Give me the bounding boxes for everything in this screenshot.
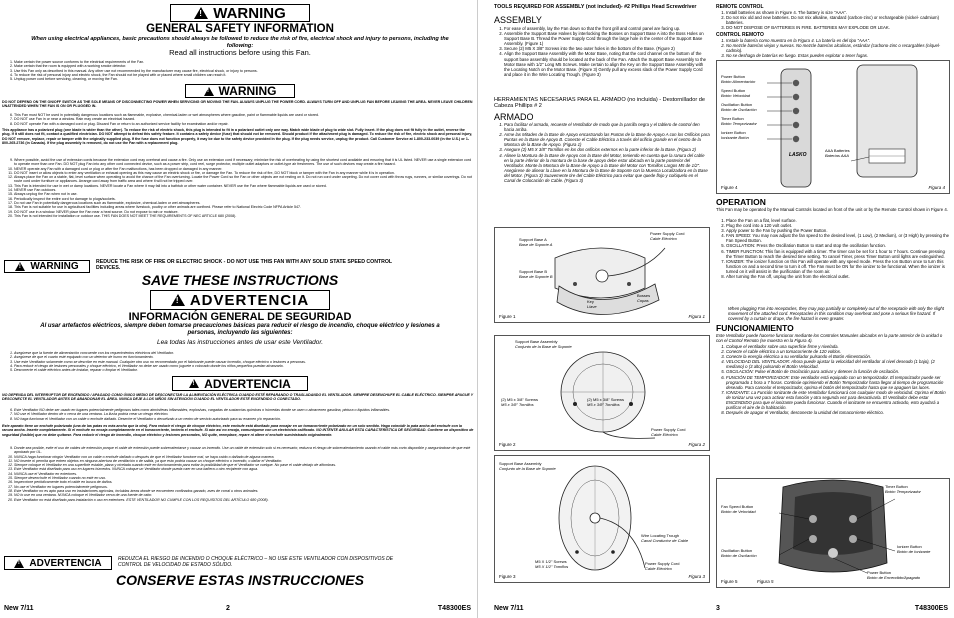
figure-2 — [494, 335, 710, 451]
list-item: 17. Do not use Fan in potentially dangerous locations such as flammable, explosive, chemical-laden or wet atmospheres. — [14, 201, 472, 205]
list-item: 4. Alinee la Montura de la Base de Apoyo con la Base del Motor, teniendo en cuenta que la ranura del cable en la parte inferior de la montura de la base de apoyo debe estar ubicada en la parte posterior del Ventilador. Monte la Montura de la Base de Apoyo a la Base del Motor con Tornillos Largos M5 de 1/2". Asegúrese de alinear la Llave en la Montura de la Base de Soporte con la Muesca Localizadora en la Base del Motor. (Figura 3) Suavemente tire del Cable Eléctrico para evitar que quede flojo y colóquelo en el Canal de Colocación de Cable. (Figura 3) — [504, 153, 710, 184]
label-ionizer-button: Ionizer Button Ionizante Botón — [721, 130, 749, 140]
control-remoto-list — [716, 38, 950, 58]
figure-3 — [494, 455, 710, 583]
list-item: 1. For ease of assembly, lay the Fan down so that the front grill and control panel are facing up. — [504, 26, 710, 31]
list-item: 1. Asegúrese que la fuente de alimentación concuerde con los requerimientos eléctricos del Ventilador. — [14, 351, 472, 355]
armado-title: ARMADO — [494, 112, 534, 122]
assembly-list — [494, 26, 710, 77]
list-item: 10. NUNCA haga funcionar ningún Ventilador con un cable o enchufe dañado o después de que el Ventilador funcione mal, se haya caído o dañado de alguna manera. — [14, 455, 472, 459]
label-power-cord: Power Supply Cord Cable Eléctrico — [651, 427, 686, 437]
list-item: 8. After turning the Fan off, unplug the unit from the electrical outlet. — [726, 274, 950, 279]
more-safety-list — [4, 158, 472, 218]
list-item: 4. VELOCIDAD DEL VENTILADOR: Ahora puede ajustar la velocidad del ventilador al nivel deseado (1 bajo), (2 mediano) o (3 alto) pulsando el Botón Velocidad. — [726, 359, 950, 369]
list-item: 1. Place the Fan on a flat, level surface. — [726, 218, 950, 223]
label-ionizer-button: Ionizer Button Botón de Ionizante — [897, 544, 931, 554]
es-solid-state-warning-badge: ! ADVERTENCIA — [4, 556, 112, 570]
list-item: 20. Este Ventilador no está diseñado para instalación o uso en exteriores. ESTE VENTILADOR NO CUMPLE CON LOS REQUISITOS DEL ARTÍCULO 680 (2008). — [14, 498, 472, 502]
list-item: 3. No se deshaga de baterías en fuego. Estas pueden explotar o tener fugas. — [726, 53, 950, 58]
label-oscillation-button: Oscillation Button Botón de Oscilación — [721, 102, 757, 112]
warning2-bold: DO NOT DEPEND ON THE ON/OFF SWITCH AS THE SOLE MEANS OF DISCONNECTING POWER WHEN SERVICING OR MOVING THE FAN. ALWAYS UNPLUG THE POWER CORD. ALWAYS TURN OFF AND UNPLUG FAN BEFORE LEAVING THE AREA. NEVER LEAVE CHILDREN UNATTENDED WHEN THE FAN IS ON OR PLUGGED IN. — [2, 100, 473, 109]
remote-brand-logo: LASKO — [789, 152, 807, 158]
figure-1-label: Figure 1 — [499, 314, 516, 320]
list-item: 12. Siempre coloque el Ventilador en una superficie estable, plana y nivelada cuando esté en funcionamiento para evitar la posibilidad de que el Ventilador se vuelque. No pase el cable debajo de alfombras. — [14, 463, 472, 467]
list-item: 3. Use este Ventilador solamente como se describe en este manual. Cualquier otro uso no recomendado por el fabricante puede causar incendio, choque eléctrico o lesiones a personas. — [14, 360, 472, 364]
footer-page-number: 3 — [716, 605, 720, 612]
list-item: 1. Install batteries as shown in Figure 4. The battery is size "AAA". — [726, 10, 950, 15]
label-timer-button: Timer Button Botón Temporizador — [721, 116, 757, 126]
list-item: 19. DO NOT use in a window. NEVER place the Fan near a heat source. Do not expose to rain or moisture. — [14, 210, 472, 214]
list-item: 13. Este Ventilador está diseñado para uso en lugares húmedos. NUNCA coloque un Ventilador donde pueda caer en una bañera u otro recipiente con agua. — [14, 467, 472, 471]
list-item: 7. DO NOT use Fan in or near a window. Rain may create an electrical hazard. — [14, 117, 472, 121]
polarized-paragraph: This appliance has a polarized plug (one blade is wider than the other). To reduce the risk of electric shock, this plug is intended to fit in a polarized outlet only one way. Match wide blade of plug to wide slot. Fully insert. If the plug does not fit fully in the outlet, reverse the plug. If it still does not fit, contact a qualified electrician. DO NOT attempt to defeat this safety feature. It contains a safety device (fuse) that should not be removed. Should product if the attachment plug is damaged. To reduce the risk of fire, electric shock and personal injury, DO NOT remove, replace, repair or tamper with the originally supplied plug. If the fuse does not function properly, it may be due to the safety device provided in the plug. If the plug needs service, unplug the product. Call Customer Service at 1-800-233-0039 (in the U.S.) or 1-800-265-2736 (in Canada). If the plug assembly is removed, do not use the Fan with a replacement plug. — [2, 128, 473, 145]
list-item: 7. IONIZANTE: La Función Ionizante de este Ventilador funcionará con cualquier modo de velocidad. Oprima el Botón de Ionizar una vez para activar esta función y otra segunda vez para desactivarla. El Ventilador debe estar ENCENDIDO para que el ionizante pueda funcionar. Cuando el ionizante se encuentra activado, esto ayudará a purificar el aire de la habitación. — [726, 390, 950, 410]
list-item: 2. Arme las Mitades de la Base de Apoyo encastrando las Puntas de la Base de Apoyo A con los Orificios para Puntas en la Base de Apoyo B. Conecte el Cable Eléctrico a través del orificio grande en el centro de la Montura de la Base de Apoyo. (Figura 1) — [504, 132, 710, 147]
igs-title: INFORMACIÓN GENERAL DE SEGURIDAD — [128, 311, 352, 323]
advertencia2-list — [4, 408, 472, 421]
list-item: 18. This Fan is not suitable for use in agricultural facilities including areas where livestock, poultry or other animals are confined. Please refer to National Electric Code NFPA Article 547. — [14, 205, 472, 209]
list-item: 2. Plug the cord into a 120 volt outlet. — [726, 223, 950, 228]
list-item: 5. OSCILACIÓN: Pulse el Botón de Oscilación para activar y detener la función de oscilación. — [726, 369, 950, 374]
manual-page-3 — [477, 0, 954, 618]
list-item: 7. IONIZER: The ionizer function on this Fan will operate with any speed mode. Press the Ion Button once to turn this function on and a second time to turn it off. The Fan must be ON for the ionizer to be functional. When the ionizer is turned on it will assist in the purification of the room air. — [726, 259, 950, 274]
warning-triangle-icon — [171, 294, 185, 306]
label-power-cord: Power Supply Cord Cable Eléctrico — [650, 231, 685, 241]
label-key: Key Llave — [587, 299, 597, 309]
list-item: 2. Asegúrese de que el cuarto esté equipado con un detector de humo en funcionamiento. — [14, 355, 472, 359]
list-item: 13. This Fan is intended for use in wet or damp locations. NEVER locate a Fan where it may fall into a bathtub or other water container. NEVER use the Fan where flammable liquids are used or stored. — [14, 184, 472, 188]
figure-4 — [716, 60, 950, 194]
warning-triangle-icon — [15, 262, 25, 271]
label-bosses: Bosses Copas — [637, 293, 651, 303]
label-support-base-b: Support Base B Base de Soporte B — [519, 269, 553, 279]
es-more-safety-list — [4, 446, 472, 502]
warning-banner — [170, 4, 310, 22]
operation-note: When plugging Fan into receptacles, they may pop partially or completely out of the receptacle with only the slight movement of the attached cord. Receptacles in this condition may overheat and pose a serious fire hazard. If covered by a curtain or drape, the fire hazard is even greater. — [728, 306, 944, 322]
igs-list — [4, 351, 472, 372]
list-item: 7. NO use el Ventilador dentro de o cerca de una ventana. La lluvia podría crear un riesgo eléctrico. — [14, 412, 472, 416]
warning-triangle-icon — [189, 379, 199, 388]
funcionamiento-title: FUNCIONAMIENTO — [716, 323, 794, 333]
figure-4-es-label: Figura 4 — [928, 185, 945, 191]
list-item: 6. Este Ventilador NO debe ser usado en lugares potencialmente peligrosos tales como atmósferas inflamables, explosivas, cargadas de sustancias químicas o húmedas donde se usen o almacenen gasolina, pintura o líquidos inflamables. — [14, 408, 472, 412]
solid-state-text: REDUCE THE RISK OF FIRE OR ELECTRIC SHOCK - DO NOT USE THIS FAN WITH ANY SOLID STATE SPEED CONTROL DEVICES. — [96, 259, 392, 272]
figure-3-label: Figure 3 — [499, 574, 516, 580]
list-item: 1. Instale la batería como muestra en la Figura 4. La batería es del tipo "AAA". — [726, 38, 950, 43]
list-item: 1. Para facilitar el armado, recueste el Ventilador de modo que la parrilla negra y el tablero de control den hacia arriba. — [504, 122, 710, 132]
save-instructions-title: SAVE THESE INSTRUCTIONS — [141, 272, 339, 288]
list-item: 3. Secure (2) M5 X 3/8" Screws into the two outer holes in the bottom of the Base. (Figure 2) — [504, 46, 710, 51]
list-item: 11. DO NOT insert or allow objects to enter any ventilation or exhaust opening as this may cause an electric shock or fire, or damage the Fan. To reduce the risk of fire, DO NOT block or tamper with the Fan in any manner while it is in operation. — [14, 171, 472, 175]
list-item: 15. Siempre desenchufe el Ventilador cuando no esté en uso. — [14, 476, 472, 480]
list-item: 2. Assemble the Support Base Halves by interlocking the Bosses on Support Base A into the Boss Holes on Support Base B. Thread the Power Supply Cord through the large hole in the center of the Support Base Assembly. (Figure 1) — [504, 31, 710, 46]
label-wire-trough: Wire Locating Trough Canal Conductor de Cable — [641, 533, 689, 543]
list-item: 8. NO haga funcionar el Ventilador con un cable o enchufe dañado. Deseche el Ventilador o devuélvalo a un centro de servicio autorizado para su examen y/o reparación. — [14, 417, 472, 421]
label-screws-center: (2) M5 x 3/8" Screws M5 x 3/8" Tornillos — [587, 397, 624, 407]
armado-list — [494, 122, 710, 183]
list-item: 3. Apply power to the Fan by pushing the Power Button. — [726, 228, 950, 233]
list-item: 12. Always place the Fan on a stable, flat, level surface when operating to avoid the chance of the Fan overturning. Locate the Power Cord so the Fan or other objects are not resting on it. Do not run cord under carpeting. Do not cover cord with throw rugs, runners, or similar coverings. Do not route cord under furniture or appliances. Arrange cord away from traffic area and where it will not be tripped over. — [14, 175, 472, 184]
advertencia-banner-2: ! ADVERTENCIA — [172, 376, 308, 391]
advertencia-banner: ! ADVERTENCIA — [150, 290, 330, 310]
label-batteries: AAA Batteries Baterías AAA — [825, 148, 850, 158]
list-item: 9. Donde sea posible, evite el uso de cables de extensión porque el cable de extensión puede sobrecalentarse y causar un incendio. Use un cable de extensión solo si es necesario; reduzca el riesgo de sobrecalentamiento usando el cable más corto disponible y asegurándose de que esté aprobado por UL. — [14, 446, 472, 455]
label-power-button: Power Button Botón Alimentación — [721, 74, 756, 84]
warning-triangle-icon — [14, 559, 24, 568]
label-support-base-a: Support Base A Base de Soporte A — [519, 237, 553, 247]
gsi-list — [4, 60, 472, 81]
igs-intro: Al usar artefactos eléctricos, siempre deben tomarse precauciones básicas para reducir el riesgo de incendio, choque eléctrico y lesiones a personas, incluyendo las siguientes: — [40, 323, 440, 336]
list-item: 5. OSCILLATION: Press the Oscillation Button to start and stop the oscillation function. — [726, 243, 950, 248]
es-polarized-paragraph: Este aparato tiene un enchufe polarizado (una de las patas es más ancha que la otra). Para reducir el riesgo de choque eléctrico, este enchufe está diseñado para encajar en un tomacorriente polarizado en un solo sentido. Haga coincidir la pata ancha del enchufe con la ranura ancha. Inserte completamente. Si el enchufe no encaja completamente en el tomacorriente, invierta el enchufe. Si aún así no encaja, comuníquese con un electricista calificado. NO INTENTE ANULAR ESTA CARACTERÍSTICA DE SEGURIDAD. Contiene un dispositivo de seguridad (fusible) que no debe quitarse. Para reducir el riesgo de incendio, choque eléctrico y lesiones personales, NO quite, reemplace, repare ni altere el enchufe suministrado originalmente. — [2, 424, 474, 437]
es-tools-line: HERRAMIENTAS NECESARIAS PARA EL ARMADO (no incluida) - Destornillador de Cabeza Phillips # 2 — [494, 97, 705, 110]
list-item: 10. NEVER operate any Fan with a damaged cord or plug or after the Fan malfunctions, has been dropped or damaged in any manner. — [14, 167, 472, 171]
warning-title: WARNING — [213, 4, 286, 22]
warning-banner-2: ! WARNING — [185, 84, 295, 98]
label-support-base-assembly: Support Base Assembly Conjunto de la Base de Soporte — [499, 461, 556, 471]
list-item: 6. FUNCIÓN DE TEMPORIZADOR: Este ventilador está equipado con un temporizador. El temporizador puede ser programado 1 hora a 7 horas. Continúe oprimiendo el Botón Temporizador hasta llegar al tiempo de programación deseado. Para cancelar el temporizador, oprima el botón del temporizador hasta que se apaguen las luces. — [726, 375, 950, 390]
figure-3-es-label: Figura 3 — [688, 574, 705, 580]
list-item: 16. Periodically inspect the entire cord for damage to plugs/sockets. — [14, 197, 472, 201]
figure-4-label: Figure 4 — [721, 185, 738, 191]
funcionamiento-intro: Este Ventilador puede hacerse funcionar mediante los Controles Manuales ubicados en la parte anterior de la unidad o con el Control Remoto (se muestra en la Figura 4). — [716, 333, 943, 344]
funcionamiento-list — [716, 344, 950, 415]
list-item: 14. NEVER use Fan outdoors. — [14, 188, 472, 192]
figure-2-es-label: Figura 2 — [688, 442, 705, 448]
figure-5 — [716, 478, 950, 588]
figure-1 — [494, 227, 710, 323]
list-item: 8. Después de apagar el Ventilador, desconecte la unidad del tomacorriente eléctrico. — [726, 410, 950, 415]
list-item: 4. To reduce the risk of personal injury and electric shock, the Fan should not be played with or placed where small children can reach it. — [14, 73, 472, 77]
list-item: 5. Desconecte el cable eléctrico antes de instalar, reparar o limpiar el Ventilador. — [14, 368, 472, 372]
operation-title: OPERATION — [716, 197, 766, 207]
list-item: 3. Asegure (2) M5 X 3/8" Tornillos en los dos orificios externos en la parte inferior de la Base. (Figura 2) — [504, 147, 710, 152]
list-item: 4. FAN SPEED: You may now adjust the fan speed to the desired level, (1 Low), (2 Medium), or (3 High) by pressing the Fan Speed Button. — [726, 233, 950, 243]
remote-list — [716, 10, 950, 30]
label-screws-left: (2) M5 x 3/8" Screws M5 x 3/8" Tornillos — [501, 397, 538, 407]
list-item: 20. This Fan is not intended for installation or outdoor use. THIS FAN DOES NOT MEET THE REQUIREMENTS OF NEC ARTICLE 680 (2008). — [14, 214, 472, 218]
list-item: 2. Do not mix old and new batteries. Do not mix alkaline, standard (carbon-zinc) or rechargeable (nickel- cadmium) batteries. — [726, 15, 950, 25]
operation-intro: This Fan may be operated by the Manual Controls located on front of the unit or by the Remote Control shown in Figure 4. — [716, 207, 948, 212]
gsi-intro: When using electrical appliances, basic precautions should always be followed to reduce the risk of fire, electrical shock and injury to persons, including the following: — [31, 36, 449, 49]
label-oscillation-button: Oscillation Button Botón de Oscilación — [721, 548, 757, 558]
list-item: 3. Conecte la energía eléctrica a su ventilador pulsando el Botón Alimentación. — [726, 354, 950, 359]
remote-control-title: REMOTE CONTROL — [716, 4, 764, 10]
list-item: 6. TIMER FUNCTION: This fan is equipped with a timer. The timer can be set for 1 hour to 7 hours. Continue pressing the Timer Button to reach the desired time setting. To cancel Timer, press Timer Button until lights are extinguished. — [726, 249, 950, 259]
warning-triangle-icon — [194, 7, 208, 19]
list-item: 4. Para reducir el riesgo de lesiones personales y choque eléctrico, el Ventilador no debe ser usado como juguete o colocado donde los niños pequeños puedan alcanzarlo. — [14, 364, 472, 368]
list-item: 2. Conecte el cable eléctrico a un tomacorriente de 120 voltios. — [726, 349, 950, 354]
figure-2-label: Figure 2 — [499, 442, 516, 448]
figure-1-es-label: Figura 1 — [688, 314, 705, 320]
solid-state-warning-badge: ! WARNING — [4, 260, 90, 273]
gsi-title: GENERAL SAFETY INFORMATION — [146, 23, 334, 35]
tools-line: TOOLS REQUIRED FOR ASSEMBLY (not included)- #2 Phillips Head Screwdriver — [494, 4, 697, 10]
list-item: 18. Este Ventilador no es apto para uso en instalaciones agrícolas, incluidas áreas donde se encuentren confinados ganado, aves de corral u otros animales. — [14, 489, 472, 493]
es-solid-state-text: REDUZCA EL RIESGO DE INCENDIO O CHOQUE ELÉCTRICO – NO USE ESTE VENTILADOR CON DISPOSITIVOS DE CONTROL DE VELOCIDAD DE ESTADO SÓLIDO. — [118, 556, 394, 568]
label-screws: M5 X 1/2" Screws M5 X 1/2" Tornillos — [535, 559, 569, 569]
figure-5-label: Figure 5 — [721, 579, 738, 585]
control-remoto-title: CONTROL REMOTO — [716, 32, 764, 38]
list-item: 1. Coloque el ventilador sobre una superficie firme y nivelada. — [726, 344, 950, 349]
assembly-title: ASSEMBLY — [494, 15, 542, 25]
list-item: 5. Unplug power cord before servicing, cleaning, or moving the Fan. — [14, 77, 472, 81]
igs-read: Lea todas las instrucciones antes de usar este Ventilador. — [156, 339, 324, 346]
list-item: 2. No mezcle baterías viejas y nuevas. No mezcle baterías alcalinas, estándar (carbono-zinc o recargables (níquel-cadmio). — [726, 43, 950, 53]
list-item: 6. This Fan must NOT be used in potentially dangerous locations such as flammable, explosive, chemical-laden or wet atmospheres where gasoline, paint or flammable liquids are used or stored. — [14, 113, 472, 117]
label-power-button: Power Button Botón de Encendido/Apagado — [867, 570, 921, 580]
list-item: 19. NO lo use en una ventana. NUNCA coloque el Ventilador cerca de una fuente de calor. — [14, 493, 472, 497]
list-item: 3. DO NOT DISPOSE OF BATTERIES IN FIRE. BATTERIES MAY EXPLODE OR LEAK. — [726, 25, 950, 30]
list-item: 14. NUNCA use el Ventilador en exteriores. — [14, 472, 472, 476]
list-item: 17. No use el Ventilador en lugares potencialmente peligrosos. — [14, 485, 472, 489]
footer-date: New 7/11 — [494, 605, 524, 612]
list-item: 9. Where possible, avoid the use of extension cords because the extension cord may overheat and cause a fire. Only use an extension cord if necessary; minimize the risk of overheating by using the shortest cord available and ensuring that it is UL listed. NEVER use a single extension cord to operate more than one Fan. DO NOT plug Fan into any other cord connected device, such as a power strip, cord reel, surge protector, multiple outlet adaptors or outlet-type air fresheners. The use of such devices may create a fire hazard. — [14, 158, 472, 167]
footer-page-number: 2 — [226, 605, 230, 612]
label-timer-button: Timer Button Botón Temporizador — [885, 484, 921, 494]
advertencia2-bold: NO DEPENDA DEL INTERRUPTOR DE ENCENDIDO / APAGADO COMO ÚNICO MEDIO DE DESCONECTAR LA ALIMENTACIÓN ELÉCTRICA CUANDO ESTÉ REPARANDO O TRASLADANDO EL VENTILADOR. SIEMPRE DESENCHUFE EL CABLE ELÉCTRICO. SIEMPRE APAGUE Y DESCONECTE EL VENTILADOR ANTES DE ABANDONAR EL ÁREA. NUNCA DEJE A LOS NIÑOS SIN ATENCIÓN CUANDO EL VENTILADOR ESTÉ ENCENDIDO O CONECTADO. — [2, 393, 474, 402]
list-item: 3. Use this Fan only as described in this manual. Any other use not recommended by the manufacturer may cause fire, electrical shock, or injury to persons. — [14, 69, 472, 73]
footer-model: T48300ES — [437, 605, 471, 612]
conserve-title: CONSERVE ESTAS INSTRUCCIONES — [116, 572, 364, 588]
gsi-read: Read all instructions before using this Fan. — [169, 48, 311, 57]
footer-model: T48300ES — [914, 605, 948, 612]
label-support-base-assembly: Support Base Assembly Conjunto de la Base de Soporte — [515, 339, 572, 349]
list-item: 8. DO NOT operate Fan with a damaged cord or plug. Discard Fan or return to an authorized service facility for examination and/or repair. — [14, 122, 472, 126]
list-item: 4. Align the Support Base Assembly with the Motor Base, noting that the cord channel on the bottom of the support base assembly should be located at the back of the Fan. Attach the Support Base Assembly to the Motor Base with 1/2" Long M5 Screws. Make certain to align the Key on the Support Base Assembly with the Locating Notch on the Motor Base. (Figure 3) Gently pull any excess slack of the Power Supply Cord and place it in the Wire Locating Trough. (Figure 3) — [504, 51, 710, 76]
warning2-list — [4, 113, 472, 126]
list-item: 2. Make certain that the room is equipped with a working smoke detector. — [14, 64, 472, 68]
footer-date: New 7/11 — [4, 605, 34, 612]
list-item: 16. Inspeccione periódicamente todo el cable en busca de daños. — [14, 480, 472, 484]
list-item: 15. Always unplug the Fan when not in use. — [14, 192, 472, 196]
operation-list — [716, 218, 950, 279]
label-speed-button: Speed Button Botón Velocidad — [721, 88, 750, 98]
figure-5-es-label: Figura 5 — [757, 579, 774, 585]
warning-triangle-icon — [204, 87, 214, 96]
list-item: 11. NO inserte ni permita que entren objetos en ninguna abertura de ventilación o de salida, ya que esto podría causar un choque eléctrico o incendio, o dañar el Ventilador. — [14, 459, 472, 463]
label-fan-speed-button: Fan Speed Button Botón de Velocidad — [721, 504, 756, 514]
label-power-cord: Power Supply Cord Cable Eléctrico — [645, 561, 680, 571]
list-item: 1. Make certain the power source conforms to the electrical requirements of the Fan. — [14, 60, 472, 64]
